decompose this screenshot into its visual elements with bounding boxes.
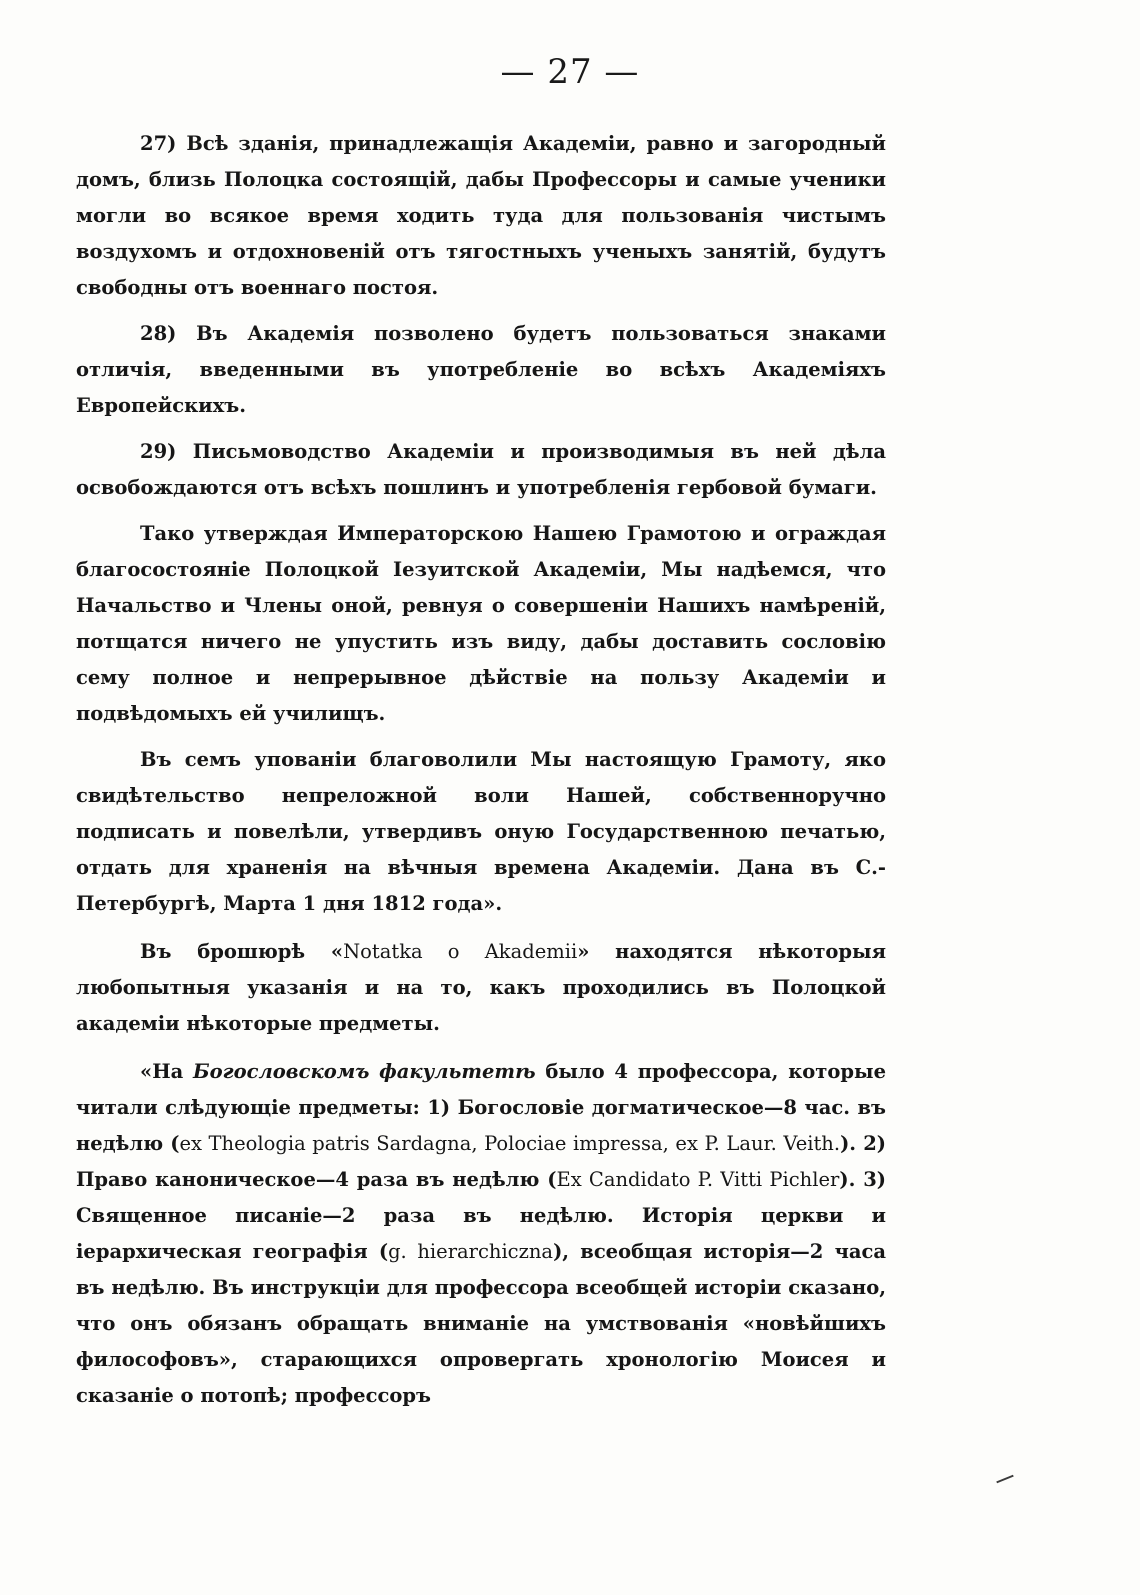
latin-source-1: ex Theologia patris Sardagna, Polociae impressa, ex P. Laur. Veith. [179,1132,841,1155]
faculty-text-1: «На [140,1060,194,1083]
paragraph-signature-date: Въ семъ упованіи благоволили Мы настоящую Грамоту, яко свидѣтельство непреложной воли Нашей, собственноручно подписать и повелѣли, утвердивъ оную Государственною печатью, отдать для храненія на вѣчныя времена Академіи. Дана въ С.-Петербургѣ, Марта 1 дня 1812 года». [76,748,886,915]
latin-source-2: Ex Candidato P. Vitti Pichler [556,1168,840,1191]
stray-ink-mark [996,1475,1013,1484]
paragraph-brochure [76,934,886,1042]
faculty-text-4: ). 3) Священное писаніе—2 раза въ недѣлю. Исторія церкви и iерархическая географія ( [76,1168,886,1263]
text-body [76,126,886,1424]
faculty-text-2: было 4 профессора, которые читали слѣдующіе предметы: 1) Богословіе догматическое—8 час. въ недѣлю ( [76,1060,886,1155]
page-number: — 27 — [500,52,640,92]
paragraph-decree-closing: Тако утверждая Императорскою Нашею Грамотою и ограждая благосостояніе Полоцкой Iезуитской Академіи, Мы надѣемся, что Начальство и Члены оной, ревнуя о совершеніи Нашихъ намѣреній, потщатся ничего не упустить изъ виду, дабы доставить сословію сему полное и непрерывное дѣйствіе на пользу Академіи и подвѣдомыхъ ей училищъ. [76,522,886,725]
brochure-text-start: Въ брошюрѣ « [140,940,344,963]
paragraph-article-28: 28) Въ Академія позволено будетъ пользоваться знаками отличія, введенными въ употребленіе во всѣхъ Академіяхъ Европейскихъ. [76,322,886,417]
brochure-text-end: » находятся нѣкоторыя любопытныя указанія и на то, какъ проходились въ Полоцкой академіи нѣкоторые предметы. [76,940,886,1035]
paragraph-article-27: 27) Всѣ зданія, принадлежащія Академіи, равно и загородный домъ, близь Полоцка состоящій, дабы Профессоры и самые ученики могли во всякое время ходить туда для пользованія чистымъ воздухомъ и отдохновеній отъ тягостныхъ ученыхъ занятій, будутъ свободны отъ военнаго постоя. [76,132,886,299]
faculty-text-3: ). 2) Право каноническое—4 раза въ недѣлю ( [76,1132,887,1191]
latin-source-3: g. hierarchiczna [388,1240,554,1263]
paragraph-theology-faculty [76,1054,886,1414]
faculty-text-5: ), всеобщая исторія—2 часа въ недѣлю. Въ инструкціи для профессора всеобщей исторіи сказано, что онъ обязанъ обращать вниманіе на умствованія «новѣйшихъ философовъ», старающихся опровергать хронологію Моисея и сказаніе о потопѣ; профессоръ [76,1240,886,1407]
faculty-name: Богословскомъ факультетѣ [193,1060,536,1083]
paragraph-article-29: 29) Письмоводство Академіи и производимыя въ ней дѣла освобождаются отъ всѣхъ пошлинъ и употребленія гербовой бумаги. [76,440,886,499]
brochure-title: Notatka o Akademii [343,940,578,963]
